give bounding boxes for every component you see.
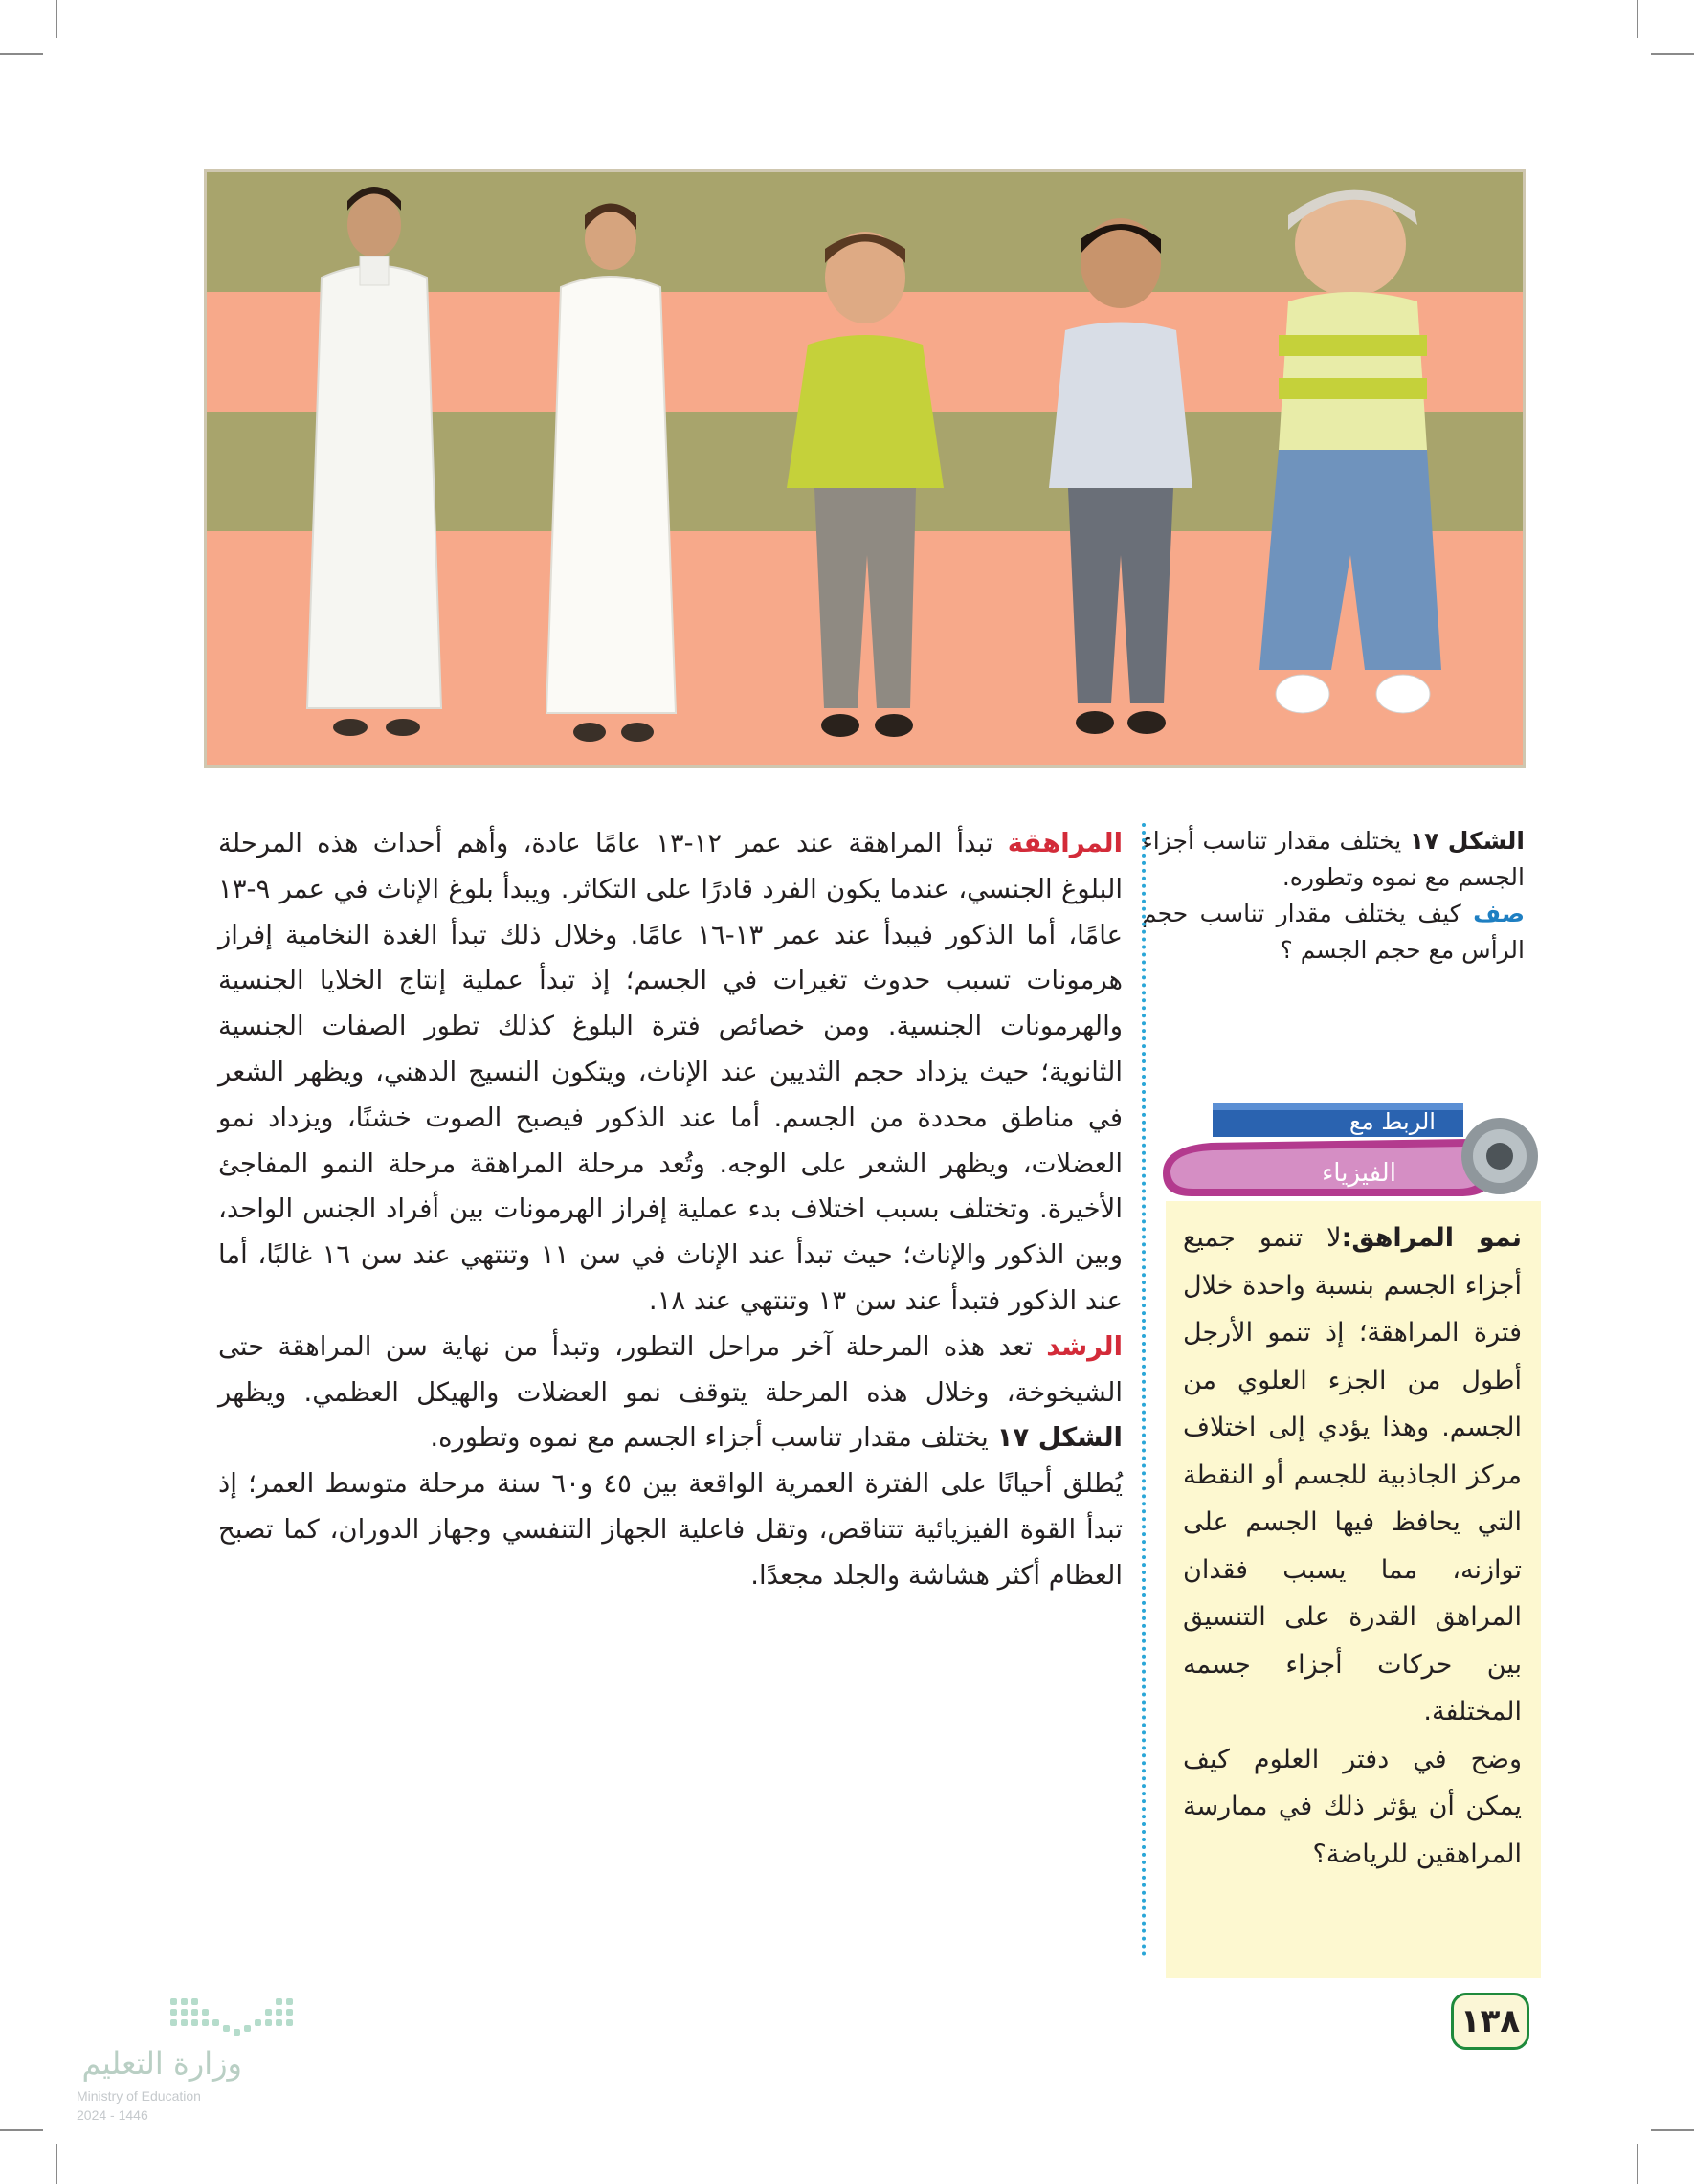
ministry-logo-mark: [75, 1993, 323, 2050]
crop-mark: [1637, 2144, 1638, 2184]
child-checked-shirt-figure: [1049, 218, 1192, 734]
caption-text: يختلف مقدار تناسب أجزاء الجسم مع نموه وتطوره.: [1142, 827, 1525, 891]
teen-boy-figure: [546, 204, 676, 743]
child-yellow-shirt-figure: [787, 232, 944, 737]
adulthood-text-a: تعد هذه المرحلة آخر مراحل التطور، وتبدأ من نهاية سن المراهقة حتى الشيخوخة، وخلال هذه المرحلة يتوقف نمو العضلات والهيكل العظمي. ويظهر: [218, 1330, 1123, 1408]
crop-mark: [56, 2144, 57, 2184]
caption-question-text: كيف يختلف مقدار تناسب حجم الرأس مع حجم الجسم ؟: [1142, 900, 1525, 964]
teen-growth-sidebar: [1166, 1201, 1541, 1978]
figure-caption: [1142, 823, 1525, 969]
paragraph-adolescence: [218, 821, 1123, 1325]
caption-question-word: صف: [1473, 900, 1525, 927]
ministry-logo: [75, 1993, 323, 2136]
caption-label: الشكل ١٧: [1409, 827, 1525, 855]
growth-stages-figure: [204, 169, 1526, 768]
figure-reference: الشكل ١٧: [996, 1422, 1123, 1454]
sidebar-term: نمو المراهق:: [1341, 1223, 1523, 1253]
crop-mark: [1651, 53, 1694, 55]
crop-mark: [1651, 2129, 1694, 2131]
ministry-english-name: Ministry of Education: [77, 2088, 201, 2104]
crop-mark: [0, 53, 43, 55]
paragraph-middle-age: يُطلق أحيانًا على الفترة العمرية الواقعة بين ٤٥ و٦٠ سنة مرحلة متوسط العمر؛ إذ تبدأ القوة الفيزيائية تتناقص، وتقل فاعلية الجهاز التنفسي وجهاز الدوران، كما تصبح العظام أكثر هشاشة والجلد مجعدًا.: [218, 1468, 1123, 1591]
adulthood-text-b: يختلف مقدار تناسب أجزاء الجسم مع نموه وتطوره.: [430, 1422, 997, 1454]
sidebar-task: وضح في دفتر العلوم كيف يمكن أن يؤثر ذلك في ممارسة المراهقين للرياضة؟: [1183, 1744, 1522, 1869]
term-adolescence: المراهقة: [1007, 828, 1124, 858]
young-man-figure: [307, 187, 441, 736]
crop-mark: [1637, 0, 1638, 38]
banner-bottom-text: الفيزياء: [1322, 1159, 1396, 1188]
banner-top-text: الربط مع: [1349, 1108, 1436, 1135]
ministry-arabic-name: وزارة التعليم: [81, 2045, 242, 2082]
term-adulthood: الرشد: [1046, 1330, 1123, 1362]
adolescence-text: تبدأ المراهقة عند عمر ١٢-١٣ عامًا عادة، وأهم أحداث هذه المرحلة البلوغ الجنسي، عندما يكون الفرد قادرًا على التكاثر. ويبدأ بلوغ الإناث في عمر ٩-١٣ عامًا، أما الذكور فيبدأ عند عمر ١٣-١٦ عامًا. وخلال ذلك تبدأ الغدة النخامية إفراز هرمونات تسبب حدوث تغيرات في الجسم؛ إذ تبدأ عملية إنتاج الخلايا الجنسية والهرمونات الجنسية. ومن خصائص فترة البلوغ كذلك تطور الصفات الجنسية الثانوية؛ حيث يزداد حجم الثديين عند الإناث، ويتكون النسيج الدهني، ويظهر الشعر في مناطق محددة من الجسم. أما عند الذكور فيصبح الصوت خشنًا، ويزداد نمو العضلات، ويظهر الشعر على الوجه. وتُعد مرحلة المراهقة مرحلة النمو المفاجئ الأخيرة. وتختلف بسبب اختلاف بدء عملية إفراز الهرمونات بين أفراد الجنس الواحد، وبين الذكور والإناث؛ حيث تبدأ عند الإناث في سن ١١ وتنتهي عند سن ١٦ غالبًا، أما عند الذكور فتبدأ عند سن ١٣ وتنتهي عند ١٨.: [218, 828, 1123, 1316]
physics-link-banner: [1153, 1089, 1541, 1204]
paragraph-adulthood: [218, 1325, 1123, 1461]
toddler-figure: [1259, 190, 1441, 713]
main-text-column: [218, 821, 1123, 1599]
crop-mark: [0, 2129, 43, 2131]
crop-mark: [56, 0, 57, 38]
sidebar-body: لا تنمو جميع أجزاء الجسم بنسبة واحدة خلال فترة المراهقة؛ إذ تنمو الأرجل أطول من الجزء العلوي من الجسم. وهذا يؤدي إلى اختلاف مركز الجاذبية للجسم أو النقطة التي يحافظ فيها الجسم على توازنه، مما يسبب فقدان المراهق القدرة على التنسيق بين حركات أجزاء جسمه المختلفة.: [1183, 1223, 1522, 1727]
page-number: ١٣٨: [1451, 1993, 1529, 2050]
ministry-year: 2024 - 1446: [77, 2107, 148, 2123]
column-divider: [1142, 823, 1146, 1957]
